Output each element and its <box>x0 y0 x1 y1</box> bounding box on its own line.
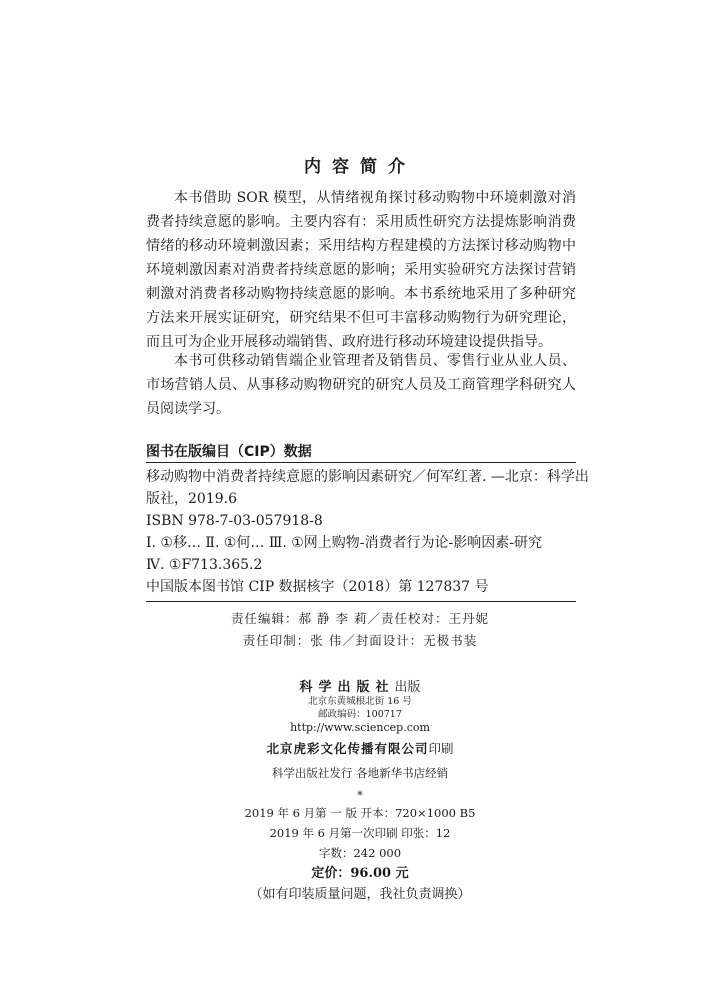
printer-line <box>0 739 720 757</box>
editors-line-1: 责任编辑：郝 静 李 莉／责任校对：王丹妮 <box>231 611 489 626</box>
publisher-address: 北京东黄城根北街 16 号 <box>308 696 412 707</box>
cip-line-5: Ⅳ. ①F713.365.2 <box>146 557 263 573</box>
cip-block <box>146 466 589 598</box>
separator-star: * <box>357 789 363 802</box>
colophon <box>0 676 720 902</box>
printer-suffix: 印刷 <box>428 741 454 756</box>
publisher-postcode: 邮政编码：100717 <box>318 709 402 720</box>
edition-line: 2019 年 6 月第 一 版 开本：720×1000 B5 <box>244 806 476 820</box>
cip-line-4: Ⅰ. ①移… Ⅱ. ①何… Ⅲ. ①网上购物-消费者行为论-影响因素-研究 <box>146 535 542 551</box>
publisher-name: 科学出版社 <box>299 680 395 695</box>
summary-text-2: 本书可供移动销售端企业管理者及销售员、零售行业从业人员、市场营销人员、从事移动购物研究的研究人员及工商管理学科研究人员阅读学习。 <box>146 353 576 417</box>
quality-note: （如有印装质量问题，我社负责调换） <box>249 887 471 902</box>
editors-block <box>0 608 720 652</box>
cip-heading: 图书在版编目（CIP）数据 <box>146 444 312 460</box>
publisher-url: http://www.sciencep.com <box>290 721 430 734</box>
publisher-suffix: 出版 <box>394 680 421 695</box>
price: 定价：96.00 元 <box>311 866 409 881</box>
cip-line-6: 中国版本图书馆 CIP 数据核字（2018）第 127837 号 <box>146 579 489 595</box>
publisher-line <box>0 676 720 695</box>
word-count: 字数：242 000 <box>318 846 402 860</box>
editors-line-2: 责任印制：张 伟／封面设计：无极书装 <box>242 633 478 648</box>
summary-paragraph-1 <box>146 186 576 354</box>
cip-line-1: 移动购物中消费者持续意愿的影响因素研究／何军红著. —北京：科学出 <box>146 469 589 485</box>
cip-line-2: 版社，2019.6 <box>146 491 237 507</box>
summary-text-1: 本书借助 SOR 模型，从情绪视角探讨移动购物中环境刺激对消费者持续意愿的影响。主要内容有：采用质性研究方法提炼影响消费情绪的移动环境刺激因素；采用结构方程建模的方法探讨移动购物中环境刺激因素对消费者持续意愿的影响；采用实验研究方法探讨营销刺激对消费者移动购物持续意愿的影响。本书系统地采用了多种研究方法来开展实证研究，研究结果不但可丰富移动购物行为研究理论，而且可为企业开展移动端销售、政府进行移动环境建设提供指导。 <box>146 190 576 350</box>
cip-bottom-divider <box>146 601 576 602</box>
summary-paragraph-2 <box>146 349 576 421</box>
distribution-line: 科学出版社发行 各地新华书店经销 <box>271 766 449 780</box>
cip-line-3: ISBN 978-7-03-057918-8 <box>146 513 323 529</box>
printing-line: 2019 年 6 月第一次印刷 印张：12 <box>269 826 451 840</box>
page-title: 内容简介 <box>304 157 416 177</box>
printer-name: 北京虎彩文化传播有限公司 <box>266 741 429 756</box>
cip-top-divider <box>146 462 576 463</box>
